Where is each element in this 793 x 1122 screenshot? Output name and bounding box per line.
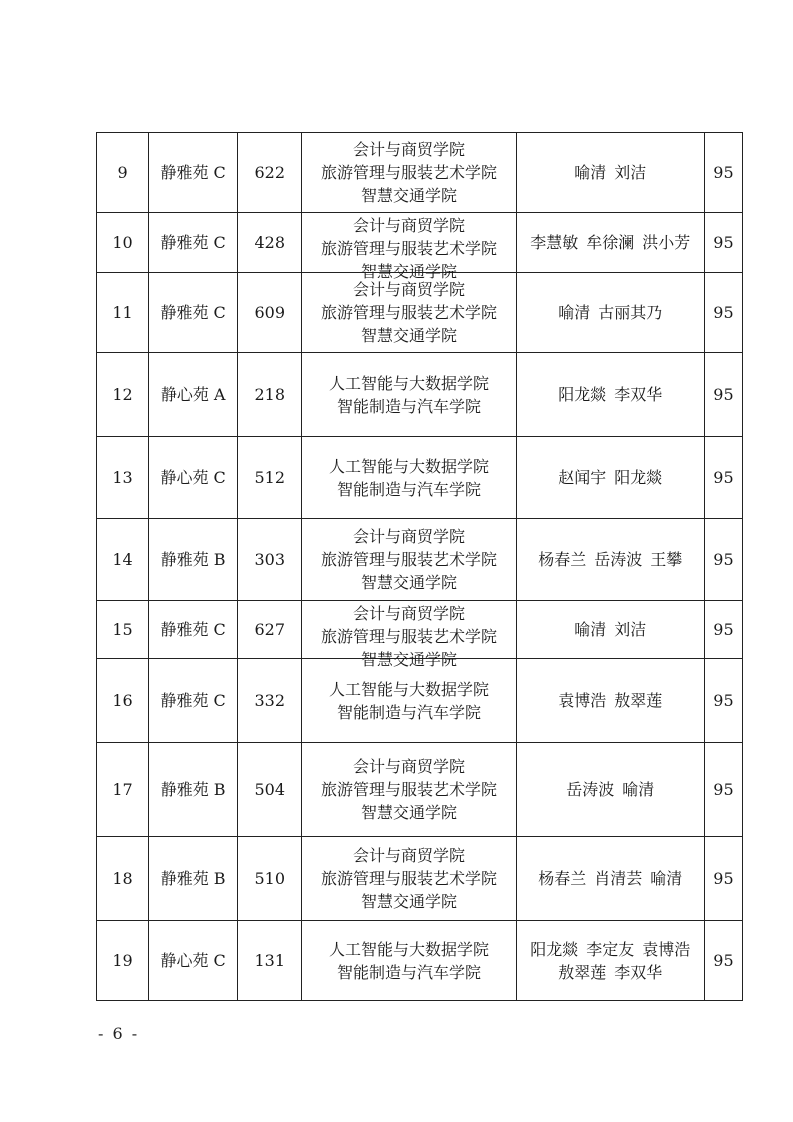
- staff-line: [517, 161, 704, 184]
- cell-number: 15: [97, 601, 149, 659]
- cell-building: 静雅苑 B: [149, 743, 238, 837]
- colleges-list: [302, 938, 515, 984]
- staff-name: 李双华: [614, 962, 663, 982]
- cell-staff: [516, 837, 704, 921]
- college-name: 旅游管理与服装艺术学院: [320, 869, 497, 888]
- college-name: 智能制造与汽车学院: [336, 702, 481, 722]
- college-name: 旅游管理与服装艺术学院: [320, 163, 497, 182]
- staff-name: 李慧敏: [530, 233, 579, 252]
- cell-staff: [516, 133, 704, 213]
- cell-staff: [516, 743, 704, 837]
- college-name: 智慧交通学院: [360, 649, 457, 669]
- cell-room: 510: [238, 837, 302, 921]
- staff-name: 喻清: [574, 163, 607, 182]
- cell-colleges: [302, 353, 516, 437]
- staff-line: [517, 466, 704, 489]
- college-name: 智慧交通学院: [360, 326, 457, 345]
- cell-staff: [516, 437, 704, 519]
- staff-name: 洪小芳: [642, 233, 691, 252]
- staff-name: 喻清: [622, 780, 655, 799]
- cell-building: 静心苑 C: [149, 437, 238, 519]
- colleges-list: [302, 678, 515, 724]
- college-name: 会计与商贸学院: [352, 280, 465, 299]
- staff-name: 王攀: [650, 550, 683, 569]
- staff-name: 喻清: [650, 869, 683, 888]
- colleges-list: [302, 278, 515, 347]
- cell-colleges: [302, 519, 516, 601]
- cell-room: 303: [238, 519, 302, 601]
- college-name: 智能制造与汽车学院: [336, 396, 481, 416]
- college-name: 会计与商贸学院: [352, 757, 465, 776]
- college-name: 会计与商贸学院: [352, 527, 465, 546]
- college-name: 智慧交通学院: [360, 261, 457, 281]
- staff-line: [517, 301, 704, 324]
- inspection-table: [96, 132, 743, 1001]
- table-row: [97, 601, 743, 659]
- staff-line: [517, 231, 704, 254]
- staff-name: 赵闻宇: [558, 468, 607, 487]
- cell-staff: [516, 519, 704, 601]
- cell-staff: [516, 921, 704, 1001]
- cell-building: 静雅苑 C: [149, 601, 238, 659]
- college-name: 会计与商贸学院: [352, 846, 465, 865]
- staff-name: 袁博浩: [558, 691, 607, 710]
- colleges-list: [302, 844, 515, 913]
- staff-line: [517, 778, 704, 801]
- colleges-list: [302, 455, 515, 501]
- table-row: [97, 133, 743, 213]
- colleges-list: [302, 755, 515, 824]
- table-row: [97, 213, 743, 273]
- cell-score: 95: [704, 659, 742, 743]
- cell-colleges: [302, 213, 516, 281]
- staff-name: 杨春兰: [538, 550, 587, 569]
- college-name: 智慧交通学院: [360, 186, 457, 205]
- cell-number: 17: [97, 743, 149, 837]
- cell-room: 627: [238, 601, 302, 659]
- cell-score: 95: [704, 921, 742, 1001]
- table-row: [97, 519, 743, 601]
- staff-name: 李双华: [614, 385, 663, 404]
- cell-score: 95: [704, 353, 742, 437]
- college-name: 会计与商贸学院: [352, 603, 465, 623]
- cell-number: 13: [97, 437, 149, 519]
- cell-room: 609: [238, 273, 302, 353]
- staff-name: 阳龙燚: [614, 468, 663, 487]
- cell-room: 512: [238, 437, 302, 519]
- college-name: 旅游管理与服装艺术学院: [320, 238, 497, 258]
- college-name: 会计与商贸学院: [352, 215, 465, 235]
- table-row: [97, 837, 743, 921]
- cell-building: 静雅苑 C: [149, 273, 238, 353]
- cell-score: 95: [704, 437, 742, 519]
- cell-room: 504: [238, 743, 302, 837]
- staff-line: [517, 938, 704, 961]
- cell-building: 静心苑 C: [149, 921, 238, 1001]
- staff-name: 牟徐澜: [586, 233, 635, 252]
- cell-colleges: [302, 659, 516, 743]
- college-name: 人工智能与大数据学院: [328, 456, 489, 476]
- cell-colleges: [302, 133, 516, 213]
- cell-building: 静雅苑 C: [149, 133, 238, 213]
- cell-number: 16: [97, 659, 149, 743]
- staff-name: 肖清芸: [594, 869, 643, 888]
- staff-name: 阳龙燚: [530, 939, 579, 959]
- cell-room: 428: [238, 213, 302, 273]
- cell-colleges: [302, 601, 516, 669]
- staff-name: 古丽其乃: [598, 303, 663, 322]
- staff-line: [517, 383, 704, 406]
- cell-score: 95: [704, 133, 742, 213]
- colleges-list: [302, 602, 515, 669]
- staff-name: 岳涛波: [566, 780, 615, 799]
- table-body: [97, 133, 743, 1001]
- cell-colleges: [302, 837, 516, 921]
- college-name: 旅游管理与服装艺术学院: [320, 303, 497, 322]
- cell-colleges: [302, 437, 516, 519]
- staff-name: 李定友: [586, 939, 635, 959]
- college-name: 旅游管理与服装艺术学院: [320, 780, 497, 799]
- cell-score: 95: [704, 837, 742, 921]
- college-name: 智能制造与汽车学院: [336, 962, 481, 982]
- staff-line: [517, 867, 704, 890]
- cell-staff: [516, 273, 704, 353]
- cell-number: 19: [97, 921, 149, 1001]
- staff-name: 刘洁: [614, 620, 647, 639]
- table-row: [97, 743, 743, 837]
- cell-building: 静心苑 A: [149, 353, 238, 437]
- cell-room: 131: [238, 921, 302, 1001]
- cell-score: 95: [704, 743, 742, 837]
- cell-number: 18: [97, 837, 149, 921]
- cell-number: 14: [97, 519, 149, 601]
- cell-colleges: [302, 743, 516, 837]
- cell-building: 静雅苑 B: [149, 837, 238, 921]
- staff-name: 敖翠莲: [558, 962, 607, 982]
- cell-number: 10: [97, 213, 149, 273]
- staff-line: [517, 548, 704, 571]
- table-row: [97, 353, 743, 437]
- college-name: 人工智能与大数据学院: [328, 373, 489, 393]
- cell-staff: [516, 353, 704, 437]
- colleges-list: [302, 214, 515, 281]
- staff-name: 杨春兰: [538, 869, 587, 888]
- college-name: 智能制造与汽车学院: [336, 479, 481, 499]
- colleges-list: [302, 372, 515, 418]
- cell-score: 95: [704, 601, 742, 659]
- table-row: [97, 437, 743, 519]
- cell-score: 95: [704, 519, 742, 601]
- staff-line: [517, 689, 704, 712]
- college-name: 旅游管理与服装艺术学院: [320, 626, 497, 646]
- cell-building: 静雅苑 B: [149, 519, 238, 601]
- college-name: 人工智能与大数据学院: [328, 939, 489, 959]
- staff-name: 喻清: [558, 303, 591, 322]
- college-name: 会计与商贸学院: [352, 140, 465, 159]
- table-row: [97, 921, 743, 1001]
- staff-line: [517, 618, 704, 641]
- staff-name: 敖翠莲: [614, 691, 663, 710]
- college-name: 智慧交通学院: [360, 892, 457, 911]
- cell-room: 622: [238, 133, 302, 213]
- staff-name: 阳龙燚: [558, 385, 607, 404]
- cell-colleges: [302, 273, 516, 353]
- cell-score: 95: [704, 213, 742, 273]
- staff-line: [517, 961, 704, 984]
- college-name: 旅游管理与服装艺术学院: [320, 550, 497, 569]
- cell-building: 静雅苑 C: [149, 213, 238, 273]
- staff-name: 袁博浩: [642, 939, 691, 959]
- staff-name: 喻清: [574, 620, 607, 639]
- cell-colleges: [302, 921, 516, 1001]
- college-name: 智慧交通学院: [360, 573, 457, 592]
- cell-score: 95: [704, 273, 742, 353]
- colleges-list: [302, 525, 515, 594]
- cell-staff: [516, 213, 704, 273]
- college-name: 人工智能与大数据学院: [328, 679, 489, 699]
- cell-number: 12: [97, 353, 149, 437]
- table-row: [97, 273, 743, 353]
- staff-name: 刘洁: [614, 163, 647, 182]
- cell-number: 11: [97, 273, 149, 353]
- college-name: 智慧交通学院: [360, 803, 457, 822]
- cell-room: 332: [238, 659, 302, 743]
- cell-room: 218: [238, 353, 302, 437]
- page-number: - 6 -: [98, 1024, 140, 1043]
- cell-staff: [516, 659, 704, 743]
- cell-number: 9: [97, 133, 149, 213]
- staff-name: 岳涛波: [594, 550, 643, 569]
- colleges-list: [302, 138, 515, 207]
- table-row: [97, 659, 743, 743]
- cell-staff: [516, 601, 704, 659]
- cell-building: 静雅苑 C: [149, 659, 238, 743]
